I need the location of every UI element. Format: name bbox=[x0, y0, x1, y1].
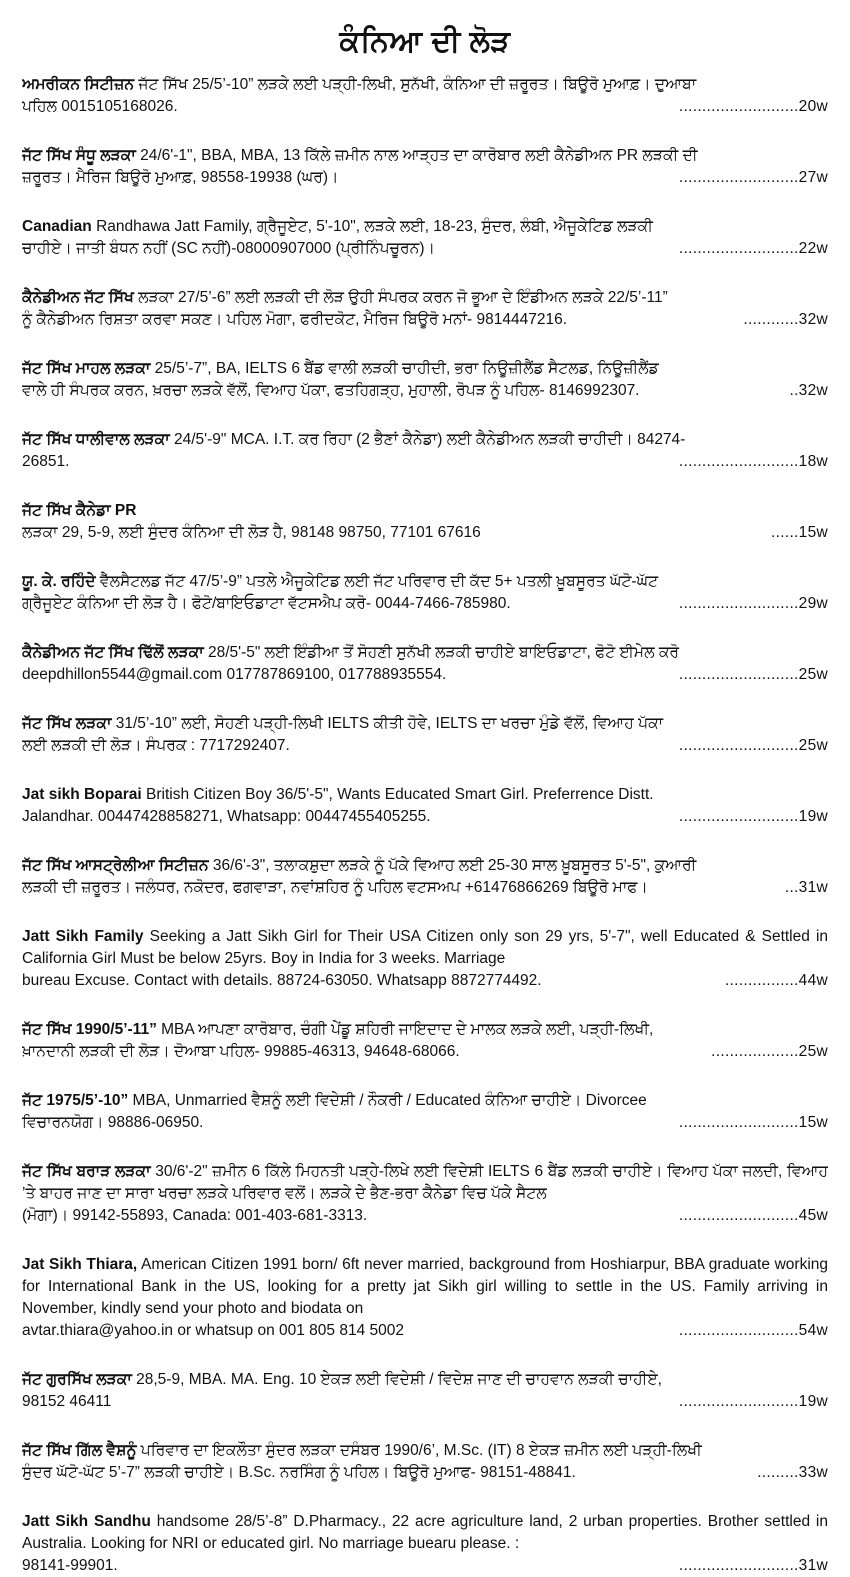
ad-entry bbox=[22, 1161, 828, 1227]
ad-entry bbox=[22, 358, 828, 402]
ad-contact: (ਮੋਗਾ)। 99142-55893, Canada: 001-403-681-3313. bbox=[22, 1207, 368, 1224]
ad-tail-line bbox=[22, 238, 828, 260]
ad-contact: ਲੜਕੀ ਦੀ ਜ਼ਰੂਰਤ। ਜਲੰਧਰ, ਨਕੋਦਰ, ਫਗਵਾੜਾ, ਨਵਾਂਸ਼ਹਿਰ ਨੂੰ ਪਹਿਲ ਵਟਸਅਪ +61476866269 ਬਿਊਰੋ ਮਾਫ। bbox=[22, 879, 648, 896]
ad-tail-line bbox=[22, 1205, 828, 1227]
ad-tail-line bbox=[22, 380, 828, 402]
ad-title: ਜੱਟ ਸਿੱਖ 1990/5’-11” bbox=[22, 1021, 157, 1038]
ad-title: ਜੱਟ ਸਿੱਖ ਲੜਕਾ bbox=[22, 715, 112, 732]
ad-title: Jatt Sikh Sandhu bbox=[22, 1513, 151, 1530]
ad-tail-line bbox=[22, 806, 828, 828]
ad-body: 30/6'-2" ਜ਼ਮੀਨ 6 ਕਿੱਲੇ ਮਿਹਨਤੀ ਪੜ੍ਹੇ-ਲਿਖੇ ਲਈ ਵਿਦੇਸ਼ੀ IELTS 6 ਬੈਂਡ ਲੜਕੀ ਚਾਹੀਏ। ਵਿਆਹ ਪੱਕਾ ਜਲਦੀ, ਵਿਆਹ ’ਤੇ ਬਾਹਰ ਜਾਣ ਦਾ ਸਾਰਾ ਖਰਚਾ ਲੜਕੇ ਪਰਿਵਾਰ ਵਲੋਂ। ਲੜਕੇ ਦੇ ਭੈਣ-ਭਰਾ ਕੈਨੇਡਾ ਵਿਚ ਪੱਕੇ ਸੈਟਲ bbox=[22, 1163, 828, 1202]
ad-body: 24/5'-9" MCA. I.T. ਕਰ ਰਿਹਾ (2 ਭੈਣਾਂ ਕੈਨੇਡਾ) ਲਈ ਕੈਨੇਡੀਅਨ ਲੜਕੀ ਚਾਹੀਦੀ। 84274- bbox=[169, 431, 686, 448]
ad-word-count: ..........................19w bbox=[678, 1393, 828, 1410]
ad-body: Randhawa Jatt Family, ਗ੍ਰੈਜੂਏਟ, 5'-10", ਲੜਕੇ ਲਈ, 18-23, ਸੁੰਦਰ, ਲੰਬੀ, ਐਜੂਕੇਟਿਡ ਲੜਕੀ bbox=[91, 218, 653, 235]
ad-title: Jat sikh Boparai bbox=[22, 786, 142, 803]
ad-tail-line bbox=[22, 522, 828, 544]
ad-contact: Jalandhar. 00447428858271, Whatsapp: 00447455405255. bbox=[22, 808, 431, 825]
ad-tail-line bbox=[22, 1462, 828, 1484]
ad-contact: bureau Excuse. Contact with details. 88724-63050. Whatsapp 8872774492. bbox=[22, 972, 542, 989]
ad-word-count: ..........................29w bbox=[678, 595, 828, 612]
ad-word-count: ..........................25w bbox=[678, 666, 828, 683]
page-heading: ਕੰਨਿਆ ਦੀ ਲੋੜ bbox=[339, 25, 511, 58]
ad-tail-line bbox=[22, 593, 828, 615]
ad-contact: ਵਾਲੇ ਹੀ ਸੰਪਰਕ ਕਰਨ, ਖ਼ਰਚਾ ਲੜਕੇ ਵੱਲੋਂ, ਵਿਆਹ ਪੱਕਾ, ਫਤਹਿਗੜ੍ਹ, ਮੁਹਾਲੀ, ਰੋਪੜ ਨੂੰ ਪਹਿਲ- 8146992307. bbox=[22, 382, 640, 399]
ad-title: ਜੱਟ ਸਿੱਖ ਕੈਨੇਡਾ PR bbox=[22, 502, 137, 519]
ad-entry bbox=[22, 500, 828, 544]
ad-word-count: ..........................15w bbox=[678, 1114, 828, 1131]
ad-lead bbox=[22, 500, 828, 522]
ad-entry bbox=[22, 1090, 828, 1134]
ad-tail-line bbox=[22, 1320, 828, 1342]
ad-tail-line bbox=[22, 970, 828, 992]
ad-tail-line bbox=[22, 96, 828, 118]
ad-word-count: ............32w bbox=[743, 311, 828, 328]
ad-tail-line bbox=[22, 1391, 828, 1413]
ad-title: ਜੱਟ ਸਿੱਖ ਬਰਾੜ ਲੜਕਾ bbox=[22, 1163, 151, 1180]
ad-lead bbox=[22, 855, 828, 877]
ad-entry bbox=[22, 571, 828, 615]
ad-title: ਜੱਟ ਗੁਰਸਿੱਖ ਲੜਕਾ bbox=[22, 1371, 132, 1388]
ad-entry bbox=[22, 1440, 828, 1484]
ad-lead bbox=[22, 642, 828, 664]
ad-entry bbox=[22, 1019, 828, 1063]
ad-contact: deepdhillon5544@gmail.com 017787869100, 017788935554. bbox=[22, 666, 447, 683]
ad-title: ਯੂ. ਕੇ. ਰਹਿੰਦੇ bbox=[22, 573, 96, 590]
ad-body: ਵੈੱਲਸੈਟਲਡ ਜੱਟ 47/5’-9” ਪਤਲੇ ਐਜੂਕੇਟਿਡ ਲਈ ਜੱਟ ਪਰਿਵਾਰ ਦੀ ਕੱਦ 5+ ਪਤਲੀ ਖ਼ੂਬਸੂਰਤ ਘੱਟੋ-ਘੱਟ bbox=[95, 573, 659, 590]
ad-contact: 98152 46411 bbox=[22, 1393, 112, 1410]
ad-word-count: ..........................27w bbox=[678, 169, 828, 186]
ad-tail-line bbox=[22, 1555, 828, 1577]
ad-body: 31/5’-10” ਲਈ, ਸੋਹਣੀ ਪੜ੍ਹੀ-ਲਿਖੀ IELTS ਕੀਤੀ ਹੋਵੇ, IELTS ਦਾ ਖਰਚਾ ਮੁੰਡੇ ਵੱਲੋਂ, ਵਿਆਹ ਪੱਕਾ bbox=[111, 715, 664, 732]
ad-tail-line bbox=[22, 664, 828, 686]
ad-lead bbox=[22, 1019, 828, 1041]
ad-word-count: ...31w bbox=[784, 879, 828, 896]
ad-contact: 98141-99901. bbox=[22, 1557, 118, 1574]
ad-title: ਜੱਟ ਸਿੱਖ ਮਾਹਲ ਲੜਕਾ bbox=[22, 360, 151, 377]
ad-entry bbox=[22, 429, 828, 473]
ad-contact: ਜ਼ਰੂਰਤ। ਮੈਰਿਜ ਬਿਊਰੋ ਮੁਆਫ਼, 98558-19938 (ਘਰ)। bbox=[22, 169, 339, 186]
ad-lead bbox=[22, 429, 828, 451]
ad-title: Jatt Sikh Family bbox=[22, 928, 144, 945]
ad-contact: ਚਾਹੀਏ। ਜਾਤੀ ਬੰਧਨ ਨਹੀਂ (SC ਨਹੀਂ)-08000907000 (ਪ੍ਰੀਨਿੰਪਚੂਰਨ)। bbox=[22, 240, 435, 257]
ad-entry bbox=[22, 216, 828, 260]
ad-lead bbox=[22, 287, 828, 309]
ad-list bbox=[22, 74, 828, 1577]
ad-body: MBA, Unmarried ਵੈਸ਼ਨੂੰ ਲਈ ਵਿਦੇਸ਼ੀ / ਨੌਕਰੀ / Educated ਕੰਨਿਆ ਚਾਹੀਏ। Divorcee bbox=[128, 1092, 647, 1109]
ad-tail-line bbox=[22, 1112, 828, 1134]
ad-contact: ਵਿਚਾਰਨਯੋਗ। 98886-06950. bbox=[22, 1114, 204, 1131]
ad-lead bbox=[22, 216, 828, 238]
ad-entry bbox=[22, 784, 828, 828]
ad-body: 28/5'-5" ਲਈ ਇੰਡੀਆ ਤੋਂ ਸੋਹਣੀ ਸੁਨੱਖੀ ਲੜਕੀ ਚਾਹੀਏ ਬਾਇਓਡਾਟਾ, ਫੋਟੋ ਈਮੇਲ ਕਰੋ bbox=[203, 644, 680, 661]
ad-contact: ਖ਼ਾਨਦਾਨੀ ਲੜਕੀ ਦੀ ਲੋੜ। ਦੋਆਬਾ ਪਹਿਲ- 99885-46313, 94648-68066. bbox=[22, 1043, 460, 1060]
ad-contact: avtar.thiara@yahoo.in or whatsup on 001 805 814 5002 bbox=[22, 1322, 404, 1339]
ad-lead bbox=[22, 571, 828, 593]
ad-body: Seeking a Jatt Sikh Girl for Their USA Citizen only son 29 yrs, 5'-7", well Educated & Settled in California Girl Must be below 25yrs. Boy in India for 3 weeks. Marriage bbox=[22, 928, 828, 967]
ad-word-count: ..........................18w bbox=[678, 453, 828, 470]
ad-lead bbox=[22, 1511, 828, 1555]
ad-word-count: ..........................54w bbox=[678, 1322, 828, 1339]
ad-lead bbox=[22, 145, 828, 167]
ad-title: Jat Sikh Thiara, bbox=[22, 1256, 138, 1273]
ad-contact: 26851. bbox=[22, 453, 70, 470]
ad-lead bbox=[22, 713, 828, 735]
ad-title: Canadian bbox=[22, 218, 92, 235]
ad-body: handsome 28/5’-8” D.Pharmacy., 22 acre agriculture land, 2 urban properties. Brother settled in Australia. Looking for NRI or educated girl. No marriage buearu please. : bbox=[22, 1513, 828, 1552]
ad-tail-line bbox=[22, 877, 828, 899]
ad-title: ਜੱਟ ਸਿੱਖ ਧਾਲੀਵਾਲ ਲੜਕਾ bbox=[22, 431, 170, 448]
ad-word-count: ...................25w bbox=[711, 1043, 828, 1060]
ad-entry bbox=[22, 145, 828, 189]
ad-lead bbox=[22, 1440, 828, 1462]
ad-body: 24/6'-1", BBA, MBA, 13 ਕਿੱਲੇ ਜ਼ਮੀਨ ਨਾਲ ਆੜ੍ਹਤ ਦਾ ਕਾਰੋਬਾਰ ਲਈ ਕੈਨੇਡੀਅਨ PR ਲੜਕੀ ਦੀ bbox=[135, 147, 698, 164]
ad-word-count: ......15w bbox=[771, 524, 828, 541]
ad-word-count: ..........................19w bbox=[678, 808, 828, 825]
ad-tail-line bbox=[22, 451, 828, 473]
ad-word-count: ..........................22w bbox=[678, 240, 828, 257]
ad-contact: ਨੂੰ ਕੈਨੇਡੀਅਨ ਰਿਸ਼ਤਾ ਕਰਵਾ ਸਕਣ। ਪਹਿਲ ਮੋਗਾ, ਫਰੀਦਕੋਟ, ਮੈਰਿਜ ਬਿਊਰੋ ਮਨਾਂ- 9814447216. bbox=[22, 311, 568, 328]
ad-entry bbox=[22, 642, 828, 686]
ad-body: ਲੜਕਾ 27/5’-6” ਲਈ ਲੜਕੀ ਦੀ ਲੋੜ ਉਹੀ ਸੰਪਰਕ ਕਰਨ ਜੋ ਭੂਆ ਦੇ ਇੰਡੀਅਨ ਲੜਕੇ 22/5’-11” bbox=[133, 289, 668, 306]
ad-title: ਜੱਟ 1975/5’-10” bbox=[22, 1092, 129, 1109]
ad-lead bbox=[22, 1369, 828, 1391]
ad-title: ਅਮਰੀਕਨ ਸਿਟੀਜ਼ਨ bbox=[22, 76, 135, 93]
ad-lead bbox=[22, 74, 828, 96]
ad-title: ਜੱਟ ਸਿੱਖ ਸੰਧੂ ਲੜਕਾ bbox=[22, 147, 136, 164]
ad-word-count: .........33w bbox=[757, 1464, 828, 1481]
ad-lead bbox=[22, 784, 828, 806]
ad-body: British Citizen Boy 36/5'-5", Wants Educated Smart Girl. Preferrence Distt. bbox=[141, 786, 654, 803]
ad-body: 25/5’-7”, BA, IELTS 6 ਬੈਂਡ ਵਾਲੀ ਲੜਕੀ ਚਾਹੀਦੀ, ਭਰਾ ਨਿਊਜ਼ੀਲੈਂਡ ਸੈਟਲਡ, ਨਿਊਜ਼ੀਲੈਂਡ bbox=[150, 360, 659, 377]
ad-body: 36/6'-3", ਤਲਾਕਸ਼ੁਦਾ ਲੜਕੇ ਨੂੰ ਪੱਕੇ ਵਿਆਹ ਲਈ 25-30 ਸਾਲ ਖ਼ੂਬਸੂਰਤ 5'-5", ਕੁਆਰੀ bbox=[208, 857, 697, 874]
ad-title: ਕੈਨੇਡੀਅਨ ਜੱਟ ਸਿੱਖ bbox=[22, 289, 134, 306]
ad-entry bbox=[22, 74, 828, 118]
ad-body: ਜੱਟ ਸਿੱਖ 25/5’-10” ਲੜਕੇ ਲਈ ਪੜ੍ਹੀ-ਲਿਖੀ, ਸੁਨੱਖੀ, ਕੰਨਿਆ ਦੀ ਜ਼ਰੂਰਤ। ਬਿਊਰੋ ਮੁਆਫ਼। ਦੁਆਬਾ bbox=[134, 76, 697, 93]
ad-word-count: ................44w bbox=[724, 972, 828, 989]
ad-tail-line bbox=[22, 735, 828, 757]
ad-entry bbox=[22, 287, 828, 331]
ad-word-count: ..........................45w bbox=[678, 1207, 828, 1224]
ad-contact: ਲਈ ਲੜਕੀ ਦੀ ਲੋੜ। ਸੰਪਰਕ : 7717292407. bbox=[22, 737, 290, 754]
ad-body: ਪਰਿਵਾਰ ਦਾ ਇਕਲੌਤਾ ਸੁੰਦਰ ਲੜਕਾ ਦਸੰਬਰ 1990/6’, M.Sc. (IT) 8 ਏਕੜ ਜ਼ਮੀਨ ਲਈ ਪੜ੍ਹੀ-ਲਿਖੀ bbox=[136, 1442, 702, 1459]
ad-title: ਜੱਟ ਸਿੱਖ ਆਸਟ੍ਰੇਲੀਆ ਸਿਟੀਜ਼ਨ bbox=[22, 857, 209, 874]
ad-entry bbox=[22, 926, 828, 992]
ad-lead bbox=[22, 358, 828, 380]
ad-lead bbox=[22, 1254, 828, 1320]
ad-body: 28,5-9, MBA. MA. Eng. 10 ਏਕੜ ਲਈ ਵਿਦੇਸ਼ੀ / ਵਿਦੇਸ਼ ਜਾਣ ਦੀ ਚਾਹਵਾਨ ਲੜਕੀ ਚਾਹੀਏ, bbox=[131, 1371, 662, 1388]
ad-tail-line bbox=[22, 167, 828, 189]
ad-entry bbox=[22, 1511, 828, 1577]
ad-entry bbox=[22, 713, 828, 757]
ad-word-count: ..........................31w bbox=[678, 1557, 828, 1574]
ad-word-count: ..32w bbox=[789, 382, 828, 399]
ad-title: ਜੱਟ ਸਿੱਖ ਗਿੱਲ ਵੈਸ਼ਨੂੰ bbox=[22, 1442, 137, 1459]
ad-lead bbox=[22, 1161, 828, 1205]
ad-contact: ਗ੍ਰੈਜੂਏਟ ਕੰਨਿਆ ਦੀ ਲੋੜ ਹੈ। ਫੋਟੋ/ਬਾਇਓਡਾਟਾ ਵੱਟਸਐਪ ਕਰੋ- 0044-7466-785980. bbox=[22, 595, 511, 612]
ad-word-count: ..........................25w bbox=[678, 737, 828, 754]
ad-word-count: ..........................20w bbox=[678, 98, 828, 115]
ad-contact: ਪਹਿਲ 0015105168026. bbox=[22, 98, 178, 115]
ad-lead bbox=[22, 926, 828, 970]
ad-body: MBA ਆਪਣਾ ਕਾਰੋਬਾਰ, ਚੰਗੀ ਪੇਂਡੂ ਸ਼ਹਿਰੀ ਜਾਇਦਾਦ ਦੇ ਮਾਲਕ ਲੜਕੇ ਲਈ, ਪੜ੍ਹੀ-ਲਿਖੀ, bbox=[156, 1021, 654, 1038]
ad-entry bbox=[22, 1369, 828, 1413]
ad-lead bbox=[22, 1090, 828, 1112]
ad-entry bbox=[22, 1254, 828, 1342]
ad-tail-line bbox=[22, 309, 828, 331]
ad-tail-line bbox=[22, 1041, 828, 1063]
ad-title: ਕੈਨੇਡੀਅਨ ਜੱਟ ਸਿੱਖ ਢਿੱਲੋਂ ਲੜਕਾ bbox=[22, 644, 204, 661]
ad-body: American Citizen 1991 born/ 6ft never married, background from Hoshiarpur, BBA graduate working for International Bank in the US, looking for a pretty jat Sikh girl willing to settle in the US. Family arriving in November, kindly send your photo and biodata on bbox=[22, 1256, 828, 1317]
ad-entry bbox=[22, 855, 828, 899]
ad-contact: ਸੁੰਦਰ ਘੱਟੋ-ਘੱਟ 5’-7” ਲੜਕੀ ਚਾਹੀਏ। B.Sc. ਨਰਸਿੰਗ ਨੂੰ ਪਹਿਲ। ਬਿਊਰੋ ਮੁਆਫ- 98151-48841. bbox=[22, 1464, 576, 1481]
ad-contact: ਲੜਕਾ 29, 5-9, ਲਈ ਸੁੰਦਰ ਕੰਨਿਆ ਦੀ ਲੋੜ ਹੈ, 98148 98750, 77101 67616 bbox=[22, 524, 481, 541]
